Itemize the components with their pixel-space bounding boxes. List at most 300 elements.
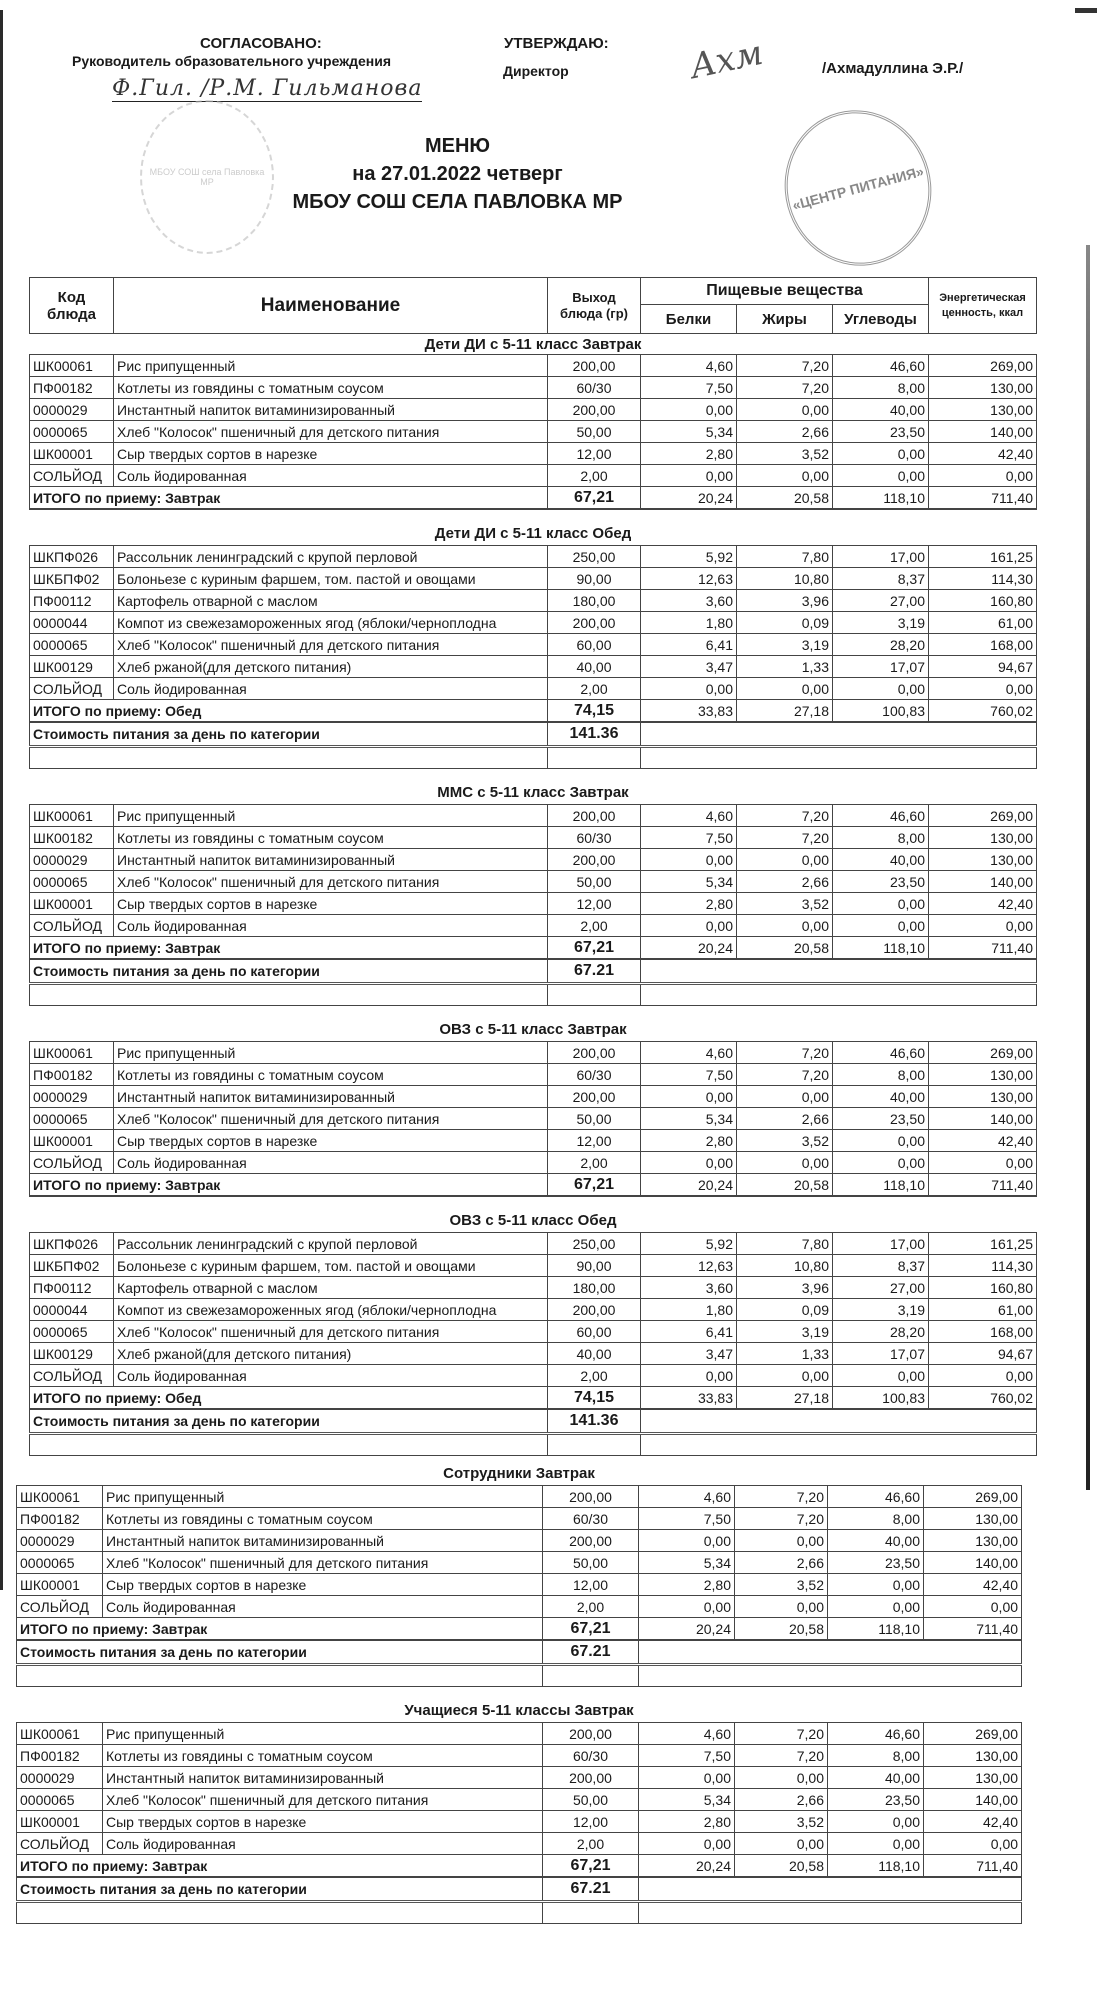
dish-name: Хлеб ржаной(для детского питания) [114, 1343, 548, 1365]
table-row [30, 590, 1037, 612]
dish-carbs: 46,60 [833, 1042, 929, 1064]
total-output: 67,21 [548, 1174, 641, 1197]
dish-protein: 5,34 [641, 421, 737, 443]
total-output: 67,21 [548, 937, 641, 960]
dish-protein: 0,00 [641, 1152, 737, 1174]
dish-fat: 10,80 [737, 1255, 833, 1277]
dish-protein: 6,41 [641, 634, 737, 656]
dish-energy: 161,25 [929, 546, 1037, 568]
dish-carbs: 3,19 [833, 612, 929, 634]
table-row [30, 634, 1037, 656]
dish-output: 60,00 [548, 1321, 641, 1343]
dish-energy: 61,00 [929, 1299, 1037, 1321]
dish-carbs: 0,00 [833, 893, 929, 915]
column-header-code: Код блюда [30, 278, 114, 334]
table-row [17, 1789, 1022, 1811]
dish-fat: 7,20 [735, 1745, 828, 1767]
dish-output: 40,00 [548, 1343, 641, 1365]
director-name: /Ахмадуллина Э.Р./ [822, 60, 964, 77]
total-label: ИТОГО по приему: Обед [30, 700, 548, 723]
dish-energy: 0,00 [929, 678, 1037, 700]
dish-code: ШК00001 [30, 1130, 114, 1152]
dish-code: 0000065 [17, 1789, 103, 1811]
dish-name: Рис припущенный [103, 1723, 543, 1745]
dish-energy: 61,00 [929, 612, 1037, 634]
dish-energy: 94,67 [929, 656, 1037, 678]
dish-fat: 7,20 [737, 827, 833, 849]
dish-energy: 168,00 [929, 634, 1037, 656]
total-energy: 711,40 [929, 487, 1037, 510]
dish-energy: 269,00 [924, 1723, 1022, 1745]
dish-name: Рассольник ленинградский с крупой перловой [114, 546, 548, 568]
dish-carbs: 40,00 [833, 1086, 929, 1108]
day-cost-empty [641, 959, 1037, 984]
dish-protein: 5,34 [641, 871, 737, 893]
dish-fat: 3,19 [737, 1321, 833, 1343]
dish-fat: 3,52 [737, 1130, 833, 1152]
dish-carbs: 3,19 [833, 1299, 929, 1321]
day-cost-label: Стоимость питания за день по категории [17, 1877, 543, 1902]
day-cost-label: Стоимость питания за день по категории [17, 1640, 543, 1665]
dish-energy: 42,40 [929, 1130, 1037, 1152]
dish-output: 12,00 [543, 1811, 639, 1833]
section-title-row [30, 1196, 1037, 1233]
dish-fat: 1,33 [737, 656, 833, 678]
total-label: ИТОГО по приему: Завтрак [30, 1174, 548, 1197]
total-protein: 20,24 [639, 1618, 735, 1641]
dish-protein: 7,50 [639, 1745, 735, 1767]
dish-output: 60,00 [548, 634, 641, 656]
total-row [30, 1387, 1037, 1410]
dish-output: 50,00 [543, 1789, 639, 1811]
signature-agreed: Ф.Гил. /Р.М. Гильманова [112, 76, 423, 101]
agreed-role: Руководитель образовательного учреждения [72, 53, 392, 69]
dish-energy: 114,30 [929, 1255, 1037, 1277]
dish-protein: 2,80 [639, 1574, 735, 1596]
dish-protein: 4,60 [639, 1723, 735, 1745]
dish-code: 0000065 [30, 1321, 114, 1343]
dish-output: 60/30 [548, 1064, 641, 1086]
dish-fat: 3,52 [735, 1811, 828, 1833]
blank-cell [639, 1665, 1022, 1687]
dish-name: Соль йодированная [114, 915, 548, 937]
dish-output: 60/30 [548, 827, 641, 849]
dish-output: 60/30 [548, 377, 641, 399]
total-label: ИТОГО по приему: Завтрак [17, 1855, 543, 1878]
day-cost-value: 141.36 [548, 722, 641, 747]
dish-carbs: 0,00 [833, 1152, 929, 1174]
dish-code: 0000065 [30, 421, 114, 443]
dish-code: 0000029 [17, 1530, 103, 1552]
section-title: Дети ДИ с 5-11 класс Обед [434, 525, 632, 542]
section-title-row [17, 1687, 1022, 1723]
dish-name: Картофель отварной с маслом [114, 590, 548, 612]
table-row [30, 1343, 1037, 1365]
stamp-food-center: «ЦЕНТР ПИТАНИЯ» [767, 94, 948, 282]
dish-protein: 0,00 [641, 678, 737, 700]
dish-energy: 42,40 [929, 443, 1037, 465]
dish-fat: 0,09 [737, 1299, 833, 1321]
table-row [30, 1233, 1037, 1255]
dish-carbs: 27,00 [833, 1277, 929, 1299]
dish-output: 200,00 [548, 399, 641, 421]
dish-code: ПФ00182 [17, 1508, 103, 1530]
dish-name: Соль йодированная [114, 1152, 548, 1174]
dish-carbs: 17,00 [833, 546, 929, 568]
table-row [17, 1508, 1022, 1530]
dish-protein: 7,50 [641, 1064, 737, 1086]
day-cost-row [30, 1409, 1037, 1434]
dish-code: СОЛЬЙОД [30, 915, 114, 937]
table-row [30, 1255, 1037, 1277]
dish-carbs: 28,20 [833, 1321, 929, 1343]
dish-code: ШК00061 [17, 1486, 103, 1508]
dish-carbs: 8,00 [833, 827, 929, 849]
dish-fat: 7,20 [735, 1723, 828, 1745]
dish-output: 12,00 [548, 1130, 641, 1152]
table-row [17, 1745, 1022, 1767]
dish-carbs: 40,00 [828, 1530, 924, 1552]
dish-name: Инстантный напиток витаминизированный [103, 1530, 543, 1552]
dish-name: Инстантный напиток витаминизированный [103, 1767, 543, 1789]
dish-code: ШК00129 [30, 656, 114, 678]
dish-code: ШКБПФ02 [30, 1255, 114, 1277]
scan-edge [1086, 245, 1090, 1490]
dish-output: 200,00 [548, 849, 641, 871]
dish-protein: 5,34 [639, 1552, 735, 1574]
section-title-row [30, 509, 1037, 546]
table-row [30, 849, 1037, 871]
total-row [30, 700, 1037, 723]
dish-name: Болоньезе с куриным фаршем, том. пастой и овощами [114, 568, 548, 590]
table-row [30, 568, 1037, 590]
approve-title: УТВЕРЖДАЮ: [504, 35, 609, 52]
total-protein: 33,83 [641, 1387, 737, 1410]
dish-output: 180,00 [548, 1277, 641, 1299]
table-row [30, 1064, 1037, 1086]
dish-energy: 160,80 [929, 1277, 1037, 1299]
dish-energy: 130,00 [924, 1508, 1022, 1530]
table-row [30, 893, 1037, 915]
table-row [30, 1365, 1037, 1387]
dish-code: СОЛЬЙОД [17, 1833, 103, 1855]
dish-output: 200,00 [543, 1723, 639, 1745]
total-carbs: 118,10 [828, 1618, 924, 1641]
dish-name: Хлеб ржаной(для детского питания) [114, 656, 548, 678]
dish-energy: 269,00 [929, 1042, 1037, 1064]
dish-output: 2,00 [548, 1365, 641, 1387]
dish-energy: 130,00 [924, 1530, 1022, 1552]
dish-energy: 130,00 [929, 1086, 1037, 1108]
dish-code: СОЛЬЙОД [30, 1365, 114, 1387]
dish-code: ШК00182 [30, 827, 114, 849]
dish-output: 60/30 [543, 1745, 639, 1767]
dish-output: 90,00 [548, 1255, 641, 1277]
dish-energy: 130,00 [929, 827, 1037, 849]
dish-carbs: 23,50 [828, 1552, 924, 1574]
dish-energy: 168,00 [929, 1321, 1037, 1343]
dish-name: Хлеб "Колосок" пшеничный для детского питания [103, 1789, 543, 1811]
dish-protein: 0,00 [639, 1530, 735, 1552]
dish-code: ШК00001 [17, 1811, 103, 1833]
dish-name: Котлеты из говядины с томатным соусом [114, 827, 548, 849]
dish-fat: 0,00 [737, 465, 833, 487]
table-row [30, 1152, 1037, 1174]
total-fat: 20,58 [737, 1174, 833, 1197]
dish-code: ШКПФ026 [30, 1233, 114, 1255]
dish-name: Компот из свежезамороженных ягод (яблоки/черноплодна [114, 612, 548, 634]
dish-code: ШК00061 [30, 355, 114, 377]
total-energy: 760,02 [929, 700, 1037, 723]
dish-protein: 2,80 [641, 893, 737, 915]
dish-energy: 130,00 [924, 1767, 1022, 1789]
dish-energy: 130,00 [929, 849, 1037, 871]
blank-cell [17, 1902, 543, 1924]
table-row [17, 1486, 1022, 1508]
dish-protein: 7,50 [641, 377, 737, 399]
blank-row [30, 984, 1037, 1006]
dish-name: Соль йодированная [103, 1596, 543, 1618]
dish-output: 200,00 [548, 1042, 641, 1064]
total-energy: 711,40 [924, 1618, 1022, 1641]
table-row [17, 1833, 1022, 1855]
table-row [30, 1321, 1037, 1343]
dish-output: 60/30 [543, 1508, 639, 1530]
dish-code: ШК00001 [30, 893, 114, 915]
dish-code: СОЛЬЙОД [30, 1152, 114, 1174]
total-carbs: 100,83 [833, 700, 929, 723]
day-cost-value: 67.21 [548, 959, 641, 984]
dish-carbs: 0,00 [833, 678, 929, 700]
table-row [30, 1086, 1037, 1108]
dish-fat: 0,00 [737, 915, 833, 937]
school-name: МБОУ СОШ СЕЛА ПАВЛОВКА МР [292, 191, 623, 213]
dish-protein: 2,80 [639, 1811, 735, 1833]
column-header-fat: Жиры [737, 305, 833, 334]
dish-code: 0000029 [30, 1086, 114, 1108]
dish-code: ПФ00112 [30, 1277, 114, 1299]
total-energy: 711,40 [929, 937, 1037, 960]
total-energy: 711,40 [929, 1174, 1037, 1197]
dish-energy: 130,00 [924, 1745, 1022, 1767]
dish-name: Хлеб "Колосок" пшеничный для детского питания [103, 1552, 543, 1574]
dish-carbs: 46,60 [828, 1486, 924, 1508]
dish-carbs: 17,07 [833, 656, 929, 678]
total-output: 74,15 [548, 1387, 641, 1410]
total-protein: 33,83 [641, 700, 737, 723]
dish-code: ПФ00112 [30, 590, 114, 612]
dish-protein: 5,34 [639, 1789, 735, 1811]
total-fat: 20,58 [735, 1618, 828, 1641]
dish-energy: 130,00 [929, 1064, 1037, 1086]
table-row [30, 1042, 1037, 1064]
dish-fat: 0,00 [737, 1086, 833, 1108]
dish-protein: 0,00 [639, 1767, 735, 1789]
dish-energy: 140,00 [924, 1789, 1022, 1811]
dish-energy: 140,00 [924, 1552, 1022, 1574]
dish-fat: 0,09 [737, 612, 833, 634]
table-row [30, 1277, 1037, 1299]
table-row [30, 1108, 1037, 1130]
table-row [30, 1130, 1037, 1152]
dish-protein: 3,60 [641, 590, 737, 612]
dish-protein: 2,80 [641, 1130, 737, 1152]
dish-output: 200,00 [543, 1486, 639, 1508]
dish-code: СОЛЬЙОД [30, 678, 114, 700]
day-cost-row [17, 1640, 1022, 1665]
dish-name: Компот из свежезамороженных ягод (яблоки/черноплодна [114, 1299, 548, 1321]
dish-name: Хлеб "Колосок" пшеничный для детского питания [114, 634, 548, 656]
total-carbs: 118,10 [833, 937, 929, 960]
dish-code: 0000044 [30, 612, 114, 634]
agreed-title: СОГЛАСОВАНО: [200, 35, 322, 52]
dish-output: 200,00 [548, 1086, 641, 1108]
dish-energy: 94,67 [929, 1343, 1037, 1365]
dish-protein: 4,60 [641, 355, 737, 377]
total-fat: 20,58 [735, 1855, 828, 1878]
dish-carbs: 8,00 [828, 1508, 924, 1530]
dish-carbs: 46,60 [833, 805, 929, 827]
menu-title: МЕНЮ [424, 135, 491, 157]
dish-carbs: 40,00 [833, 849, 929, 871]
dish-output: 12,00 [543, 1574, 639, 1596]
day-cost-label: Стоимость питания за день по категории [30, 959, 548, 984]
dish-protein: 7,50 [639, 1508, 735, 1530]
day-cost-row [30, 959, 1037, 984]
dish-name: Сыр твердых сортов в нарезке [114, 893, 548, 915]
dish-output: 50,00 [548, 871, 641, 893]
day-cost-empty [641, 1409, 1037, 1434]
approve-role: Директор [503, 63, 569, 79]
dish-energy: 130,00 [929, 377, 1037, 399]
dish-carbs: 8,37 [833, 568, 929, 590]
dish-fat: 7,20 [735, 1508, 828, 1530]
dish-fat: 1,33 [737, 1343, 833, 1365]
dish-energy: 269,00 [929, 355, 1037, 377]
dish-name: Хлеб "Колосок" пшеничный для детского питания [114, 1108, 548, 1130]
dish-code: 0000065 [30, 1108, 114, 1130]
dish-fat: 3,96 [737, 590, 833, 612]
dish-name: Соль йодированная [103, 1833, 543, 1855]
dish-name: Инстантный напиток витаминизированный [114, 399, 548, 421]
dish-code: ШК00001 [30, 443, 114, 465]
dish-fat: 0,00 [735, 1833, 828, 1855]
blank-cell [543, 1902, 639, 1924]
dish-energy: 0,00 [924, 1596, 1022, 1618]
dish-code: 0000029 [30, 399, 114, 421]
dish-carbs: 8,00 [833, 1064, 929, 1086]
dish-name: Котлеты из говядины с томатным соусом [103, 1745, 543, 1767]
dish-carbs: 46,60 [833, 355, 929, 377]
table-row [30, 1299, 1037, 1321]
blank-cell [30, 747, 548, 769]
dish-name: Сыр твердых сортов в нарезке [114, 443, 548, 465]
total-row [17, 1855, 1022, 1878]
dish-carbs: 40,00 [833, 399, 929, 421]
dish-output: 200,00 [548, 612, 641, 634]
dish-code: СОЛЬЙОД [17, 1596, 103, 1618]
dish-protein: 4,60 [641, 805, 737, 827]
dish-carbs: 27,00 [833, 590, 929, 612]
blank-cell [30, 984, 548, 1006]
blank-cell [641, 984, 1037, 1006]
blank-cell [639, 1902, 1022, 1924]
dish-code: ШКБПФ02 [30, 568, 114, 590]
column-header-energy: Энергетическая ценность, ккал [929, 278, 1037, 334]
dish-carbs: 23,50 [828, 1789, 924, 1811]
total-label: ИТОГО по приему: Обед [30, 1387, 548, 1410]
dish-carbs: 23,50 [833, 421, 929, 443]
dish-energy: 140,00 [929, 421, 1037, 443]
dish-carbs: 0,00 [833, 1365, 929, 1387]
dish-protein: 0,00 [639, 1833, 735, 1855]
table-row [30, 915, 1037, 937]
dish-output: 200,00 [548, 1299, 641, 1321]
dish-fat: 0,00 [735, 1596, 828, 1618]
dish-output: 200,00 [543, 1530, 639, 1552]
dish-code: ПФ00182 [17, 1745, 103, 1767]
dish-fat: 2,66 [735, 1552, 828, 1574]
dish-protein: 0,00 [641, 399, 737, 421]
dish-carbs: 0,00 [828, 1811, 924, 1833]
day-cost-empty [639, 1877, 1022, 1902]
section-title-row [30, 769, 1037, 805]
day-cost-label: Стоимость питания за день по категории [30, 722, 548, 747]
section-title: ММС с 5-11 класс Завтрак [437, 784, 629, 801]
table-row [30, 443, 1037, 465]
dish-name: Соль йодированная [114, 1365, 548, 1387]
total-protein: 20,24 [639, 1855, 735, 1878]
total-fat: 20,58 [737, 487, 833, 510]
menu-table [29, 277, 1037, 1456]
dish-name: Котлеты из говядины с томатным соусом [114, 1064, 548, 1086]
dish-carbs: 8,00 [828, 1745, 924, 1767]
dish-carbs: 8,37 [833, 1255, 929, 1277]
dish-code: ШКПФ026 [30, 546, 114, 568]
table-row [17, 1574, 1022, 1596]
total-energy: 711,40 [924, 1855, 1022, 1878]
total-label: ИТОГО по приему: Завтрак [30, 937, 548, 960]
dish-name: Рис припущенный [114, 1042, 548, 1064]
dish-protein: 12,63 [641, 568, 737, 590]
dish-protein: 0,00 [641, 849, 737, 871]
dish-energy: 140,00 [929, 1108, 1037, 1130]
table-row [30, 656, 1037, 678]
dish-protein: 5,34 [641, 1108, 737, 1130]
dish-output: 2,00 [548, 1152, 641, 1174]
day-cost-empty [641, 722, 1037, 747]
dish-name: Котлеты из говядины с томатным соусом [103, 1508, 543, 1530]
dish-fat: 3,52 [735, 1574, 828, 1596]
table-row [30, 355, 1037, 377]
document-header [0, 0, 1111, 270]
total-row [30, 1174, 1037, 1197]
dish-fat: 0,00 [735, 1767, 828, 1789]
dish-output: 250,00 [548, 546, 641, 568]
dish-fat: 7,20 [737, 377, 833, 399]
dish-output: 40,00 [548, 656, 641, 678]
dish-output: 200,00 [548, 355, 641, 377]
dish-fat: 0,00 [737, 678, 833, 700]
dish-name: Болоньезе с куриным фаршем, том. пастой и овощами [114, 1255, 548, 1277]
dish-protein: 0,00 [641, 1086, 737, 1108]
table-row [30, 421, 1037, 443]
dish-fat: 7,20 [737, 1064, 833, 1086]
menu-date: на 27.01.2022 четверг [352, 163, 563, 185]
dish-fat: 0,00 [737, 399, 833, 421]
dish-code: СОЛЬЙОД [30, 465, 114, 487]
dish-code: 0000065 [17, 1552, 103, 1574]
